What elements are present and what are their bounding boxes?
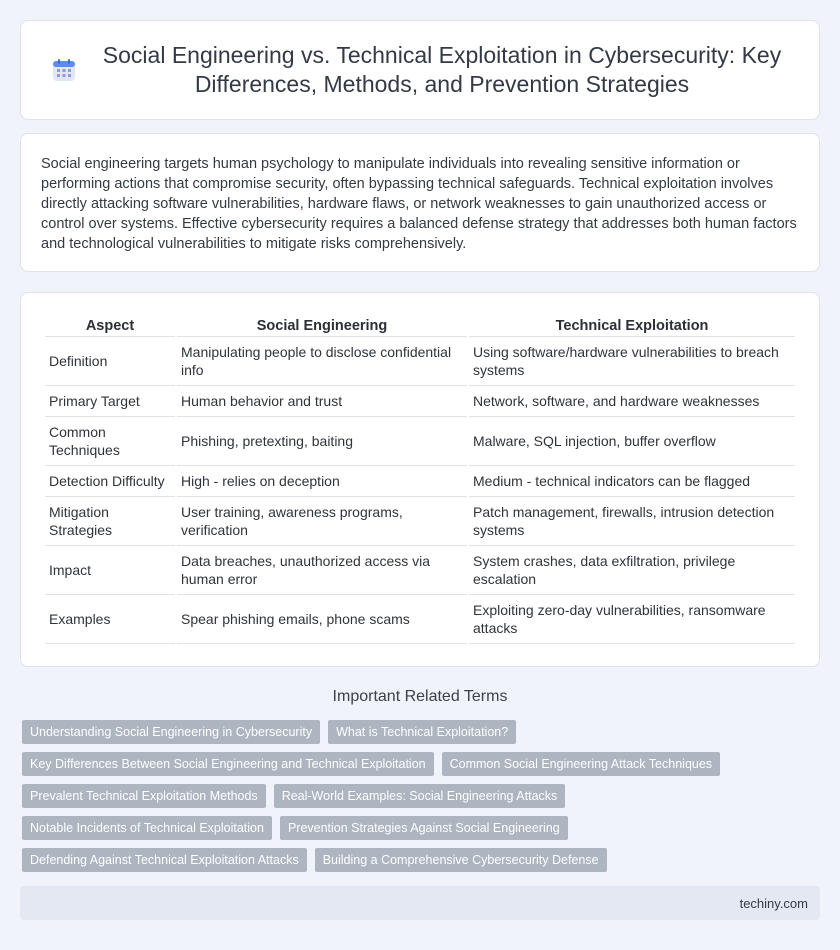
table-cell: Exploiting zero-day vulnerabilities, ransomware attacks bbox=[469, 595, 795, 644]
table-cell: Primary Target bbox=[45, 386, 175, 417]
comparison-table-card bbox=[20, 292, 820, 667]
related-term-link[interactable]: Common Social Engineering Attack Techniques bbox=[442, 752, 720, 776]
intro-card bbox=[20, 133, 820, 272]
intro-paragraph: Social engineering targets human psychology to manipulate individuals into revealing sensitive information or performing actions that compromise security, often bypassing technical safeguards. Technical exploitation involves directly attacking software vulnerabilities, hardware flaws, or network weaknesses to gain unauthorized access or control over systems. Effective cybersecurity requires a balanced defense strategy that addresses both human factors and technological vulnerabilities to mitigate risks comprehensively. bbox=[41, 156, 797, 252]
table-cell: Examples bbox=[45, 595, 175, 644]
table-cell: User training, awareness programs, verification bbox=[177, 497, 467, 546]
table-cell: Medium - technical indicators can be flagged bbox=[469, 466, 795, 497]
table-cell: Network, software, and hardware weaknesses bbox=[469, 386, 795, 417]
comparison-table bbox=[43, 313, 797, 644]
table-row bbox=[45, 595, 795, 644]
table-header-row bbox=[45, 313, 795, 337]
related-term-link[interactable]: What is Technical Exploitation? bbox=[328, 720, 516, 744]
column-header: Aspect bbox=[45, 313, 175, 337]
table-row bbox=[45, 497, 795, 546]
table-cell: Patch management, firewalls, intrusion detection systems bbox=[469, 497, 795, 546]
related-term-link[interactable]: Prevention Strategies Against Social Engineering bbox=[280, 816, 568, 840]
table-cell: Malware, SQL injection, buffer overflow bbox=[469, 417, 795, 466]
related-term-link[interactable]: Understanding Social Engineering in Cybersecurity bbox=[22, 720, 320, 744]
related-term-link[interactable]: Prevalent Technical Exploitation Methods bbox=[22, 784, 266, 808]
table-cell: System crashes, data exfiltration, privilege escalation bbox=[469, 546, 795, 595]
related-term-link[interactable]: Defending Against Technical Exploitation Attacks bbox=[22, 848, 307, 872]
table-cell: Detection Difficulty bbox=[45, 466, 175, 497]
related-terms-list bbox=[22, 720, 822, 880]
table-row bbox=[45, 466, 795, 497]
page-title: Social Engineering vs. Technical Exploitation in Cybersecurity: Key Differences, Methods, and Prevention Strategies bbox=[102, 42, 782, 97]
table-cell: Definition bbox=[45, 337, 175, 386]
table-row bbox=[45, 386, 795, 417]
table-cell: High - relies on deception bbox=[177, 466, 467, 497]
footer bbox=[20, 886, 820, 920]
table-cell: Data breaches, unauthorized access via human error bbox=[177, 546, 467, 595]
related-term-link[interactable]: Notable Incidents of Technical Exploitation bbox=[22, 816, 272, 840]
table-cell: Impact bbox=[45, 546, 175, 595]
header-card bbox=[20, 20, 820, 120]
table-row bbox=[45, 417, 795, 466]
calendar-icon bbox=[51, 57, 77, 83]
table-row bbox=[45, 337, 795, 386]
related-term-link[interactable]: Key Differences Between Social Engineering and Technical Exploitation bbox=[22, 752, 434, 776]
table-row bbox=[45, 546, 795, 595]
table-cell: Spear phishing emails, phone scams bbox=[177, 595, 467, 644]
table-cell: Mitigation Strategies bbox=[45, 497, 175, 546]
related-terms-heading: Important Related Terms bbox=[332, 688, 508, 705]
footer-site-link[interactable]: techiny.com bbox=[739, 895, 808, 911]
column-header: Technical Exploitation bbox=[469, 313, 795, 337]
table-cell: Human behavior and trust bbox=[177, 386, 467, 417]
related-term-link[interactable]: Building a Comprehensive Cybersecurity Defense bbox=[315, 848, 607, 872]
related-term-link[interactable]: Real-World Examples: Social Engineering Attacks bbox=[274, 784, 566, 808]
table-cell: Using software/hardware vulnerabilities to breach systems bbox=[469, 337, 795, 386]
table-cell: Manipulating people to disclose confidential info bbox=[177, 337, 467, 386]
table-cell: Phishing, pretexting, baiting bbox=[177, 417, 467, 466]
table-cell: Common Techniques bbox=[45, 417, 175, 466]
column-header: Social Engineering bbox=[177, 313, 467, 337]
